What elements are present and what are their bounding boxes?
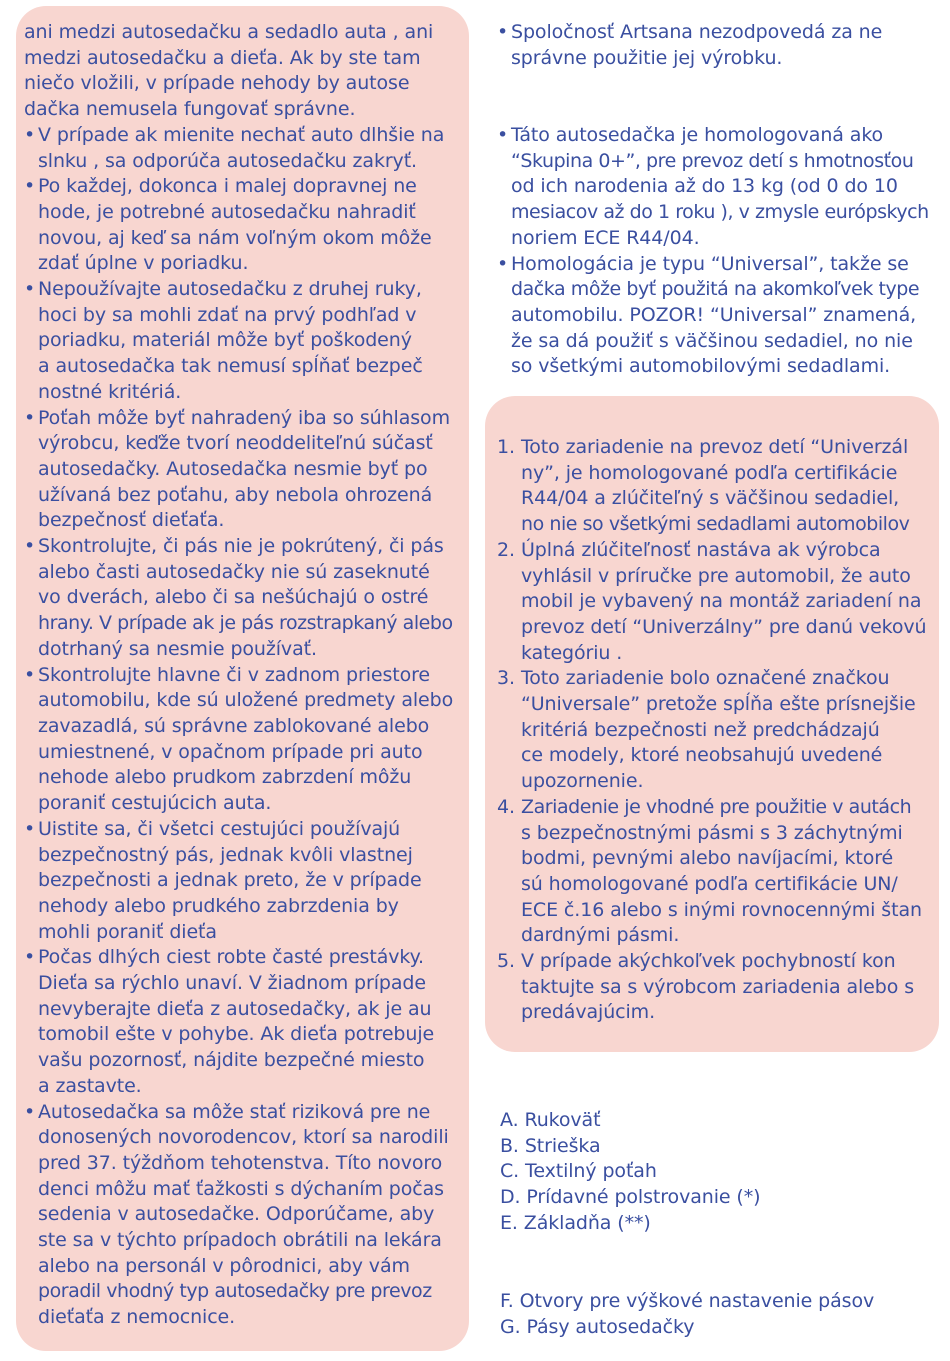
- text-line: sú homologované podľa certifikácie UN/: [521, 872, 898, 895]
- text-line: ani medzi autosedačku a sedadlo auta , ani: [24, 21, 434, 43]
- bullet-item: [24, 663, 454, 817]
- text-line: bodmi, pevnými alebo navíjacími, ktoré: [521, 847, 894, 870]
- text-line: vo dverách, alebo či sa nešúchajú o ostré: [38, 586, 429, 609]
- item-number: 5.: [497, 950, 515, 973]
- numbered-item: [497, 949, 929, 1026]
- text-line: dardnými pásmi.: [521, 924, 680, 947]
- text-line: bezpečnostný pás, jednak kvôli vlastnej: [38, 843, 413, 866]
- text-line: • Nepoužívajte autosedačku z druhej ruky,: [38, 278, 422, 301]
- numbered-item: [497, 435, 929, 538]
- text-line: no nie so všetkými sedadlami automobilov: [521, 513, 910, 536]
- text-line: autosedačky. Autosedačka nesmie byť po: [38, 457, 428, 480]
- bullet-item: [24, 945, 454, 1099]
- text-line: • Poťah môže byť nahradený iba so súhlasom: [38, 406, 450, 429]
- item-number: 3.: [497, 667, 515, 690]
- text-line: Toto zariadenie bolo označené značkou: [521, 667, 890, 690]
- text-line: sedenia v autosedačke. Odporúčame, aby: [38, 1203, 435, 1226]
- part-label: C. Textilný poťah: [500, 1160, 657, 1183]
- text-line: • Uistite sa, či všetci cestujúci používajú: [38, 817, 401, 840]
- text-line: donosených novorodencov, ktorí sa narodili: [38, 1126, 449, 1149]
- text-line: alebo na personál v pôrodnici, aby vám: [38, 1254, 410, 1277]
- text-line: nehody alebo prudkého zabrzdenia by: [38, 894, 399, 917]
- bullet-item: [24, 123, 454, 174]
- text-line: že sa dá použiť s väčšinou sedadiel, no nie: [511, 329, 913, 352]
- text-line: ny”, je homologované podľa certifikácie: [521, 461, 898, 484]
- text-line: • Skontrolujte, či pás nie je pokrútený, či pás: [38, 535, 444, 558]
- text-line: dačka nemusela fungovať správne.: [24, 98, 356, 121]
- text-line: • Skontrolujte hlavne či v zadnom priestore: [38, 663, 431, 686]
- text-line: a zastavte.: [38, 1074, 142, 1097]
- bullet-item: [24, 1100, 454, 1331]
- text-line: vyhlásil v príručke pre automobil, že auto: [521, 564, 911, 587]
- text-line: výrobcu, keďže tvorí neoddeliteľnú súčasť: [38, 432, 433, 455]
- text-line: so všetkými automobilovými sedadlami.: [511, 355, 891, 378]
- text-line: kritériá bezpečnosti než predchádzajú: [521, 718, 880, 741]
- part-label: F. Otvory pre výškové nastavenie pásov: [500, 1290, 875, 1312]
- text-line: denci môžu mať ťažkosti s dýchaním počas: [38, 1177, 444, 1200]
- text-line: kategóriu .: [521, 641, 623, 664]
- text-line: “Skupina 0+”, pre prevoz detí s hmotnosťou: [511, 149, 914, 172]
- text-line: Dieťa sa rýchlo unaví. V žiadnom prípade: [38, 972, 426, 995]
- text-line: slnku , sa odporúča autosedačku zakryť.: [38, 149, 417, 172]
- text-line: prevoz detí “Univerzálny” pre danú vekovú: [521, 615, 927, 638]
- text-line: poriadku, materiál môže byť poškodený: [38, 329, 412, 352]
- text-line: dotrhaný sa nesmie používať.: [38, 637, 317, 660]
- text-line: dieťaťa z nemocnice.: [38, 1306, 236, 1329]
- text-line: medzi autosedačku a dieťa. Ak by ste tam: [24, 46, 421, 69]
- text-line: ste sa v týchto prípadoch obrátili na lekára: [38, 1229, 442, 1252]
- text-line: hode, je potrebné autosedačku nahradiť: [38, 200, 416, 223]
- text-line: taktujte sa s výrobcom zariadenia alebo s: [521, 975, 914, 998]
- text-line: mohli poraniť dieťa: [38, 920, 217, 943]
- part-label: B. Strieška: [500, 1134, 601, 1157]
- text-line: poradil vhodný typ autosedačky pre prevoz: [38, 1280, 432, 1303]
- text-line: hrany. V prípade ak je pás rozstrapkaný alebo: [38, 612, 453, 635]
- text-line: Toto zariadenie na prevoz detí “Univerzál: [521, 436, 909, 458]
- numbered-item: [497, 795, 929, 949]
- text-line: hoci by sa mohli zdať na prvý podhľad v: [38, 303, 417, 326]
- text-line: s bezpečnostnými pásmi s 3 záchytnými: [521, 821, 903, 844]
- text-line: • Počas dlhých ciest robte časté prestávky.: [38, 946, 424, 969]
- text-line: nostné kritériá.: [38, 380, 182, 403]
- text-line: zavazadlá, sú správne zablokované alebo: [38, 714, 430, 737]
- text-line: bezpečnosti a jednak preto, že v prípade: [38, 869, 422, 892]
- text-line: • V prípade ak mienite nechať auto dlhšie na: [38, 123, 445, 146]
- bullet-item: [24, 406, 454, 535]
- numbered-item: [497, 666, 929, 795]
- text-line: “Universale” pretože spĺňa ešte prísnejšie: [521, 693, 916, 716]
- item-number: 2.: [497, 538, 515, 561]
- part-label: D. Prídavné polstrovanie (*): [500, 1186, 761, 1209]
- text-line: dačka môže byť použitá na akomkoľvek type: [511, 278, 920, 301]
- text-line: Úplná zlúčiteľnosť nastáva ak výrobca: [521, 538, 881, 561]
- bullet-item: [24, 174, 454, 277]
- bullet-item: [497, 123, 931, 252]
- text-line: mobil je vybavený na montáž zariadení na: [521, 590, 922, 613]
- text-line: a autosedačka tak nemusí spĺňať bezpeč: [38, 355, 423, 378]
- text-line: • Po každej, dokonca i malej dopravnej ne: [38, 175, 417, 198]
- text-line: novou, aj keď sa nám voľným okom môže: [38, 226, 432, 249]
- part-label: E. Základňa (**): [500, 1211, 651, 1234]
- text-line: • Táto autosedačka je homologovaná ako: [511, 124, 884, 146]
- bullet-item: [497, 20, 931, 71]
- bullet-item: [24, 817, 454, 946]
- text-line: noriem ECE R44/04.: [511, 226, 700, 249]
- text-line: ECE č.16 alebo s inými rovnocennými štan: [521, 898, 922, 921]
- text-line: • Spoločnosť Artsana nezodpovedá za ne: [511, 21, 883, 43]
- parts-list-group-2: [500, 1289, 920, 1340]
- text-line: R44/04 a zlúčiteľný s väčšinou sedadiel,: [521, 487, 900, 510]
- text-line: ce modely, ktoré neobsahujú uvedené: [521, 744, 883, 767]
- item-number: 1.: [497, 436, 515, 458]
- bullet-item: [24, 534, 454, 663]
- text-line: automobilu. POZOR! “Universal” znamená,: [511, 303, 917, 326]
- text-line: predávajúcim.: [521, 1001, 656, 1024]
- text-line: od ich narodenia až do 13 kg (od 0 do 10: [511, 175, 898, 198]
- text-line: užívaná bez poťahu, aby nebola ohrozená: [38, 483, 433, 506]
- text-line: bezpečnosť dieťaťa.: [38, 509, 225, 532]
- safety-warnings-column: [24, 20, 454, 1331]
- homologation-notes: [497, 123, 931, 380]
- bullet-item: [497, 252, 931, 381]
- text-line: zdať úplne v poriadku.: [38, 252, 249, 275]
- text-line: upozornenie.: [521, 770, 644, 793]
- text-line: V prípade akýchkoľvek pochybností kon: [521, 950, 896, 973]
- text-line: poraniť cestujúcich auta.: [38, 792, 272, 815]
- part-label: A. Rukoväť: [500, 1109, 601, 1131]
- text-line: vašu pozornosť, nájdite bezpečné miesto: [38, 1049, 425, 1072]
- item-number: 4.: [497, 795, 515, 818]
- liability-note: [497, 20, 931, 71]
- text-line: alebo časti autosedačky nie sú zaseknuté: [38, 560, 430, 583]
- intro-paragraph: [24, 20, 454, 123]
- text-line: Zariadenie je vhodné pre použitie v autách: [521, 795, 912, 818]
- text-line: umiestnené, v opačnom prípade pri auto: [38, 740, 423, 763]
- parts-list-group-1: [500, 1108, 920, 1237]
- text-line: mesiacov až do 1 roku ), v zmysle európskych: [511, 201, 929, 224]
- text-line: nevyberajte dieťa z autosedačky, ak je au: [38, 997, 432, 1020]
- text-line: • Autosedačka sa môže stať riziková pre ne: [38, 1100, 431, 1123]
- part-label: G. Pásy autosedačky: [500, 1315, 695, 1338]
- text-line: automobilu, kde sú uložené predmety alebo: [38, 689, 454, 712]
- text-line: tomobil ešte v pohybe. Ak dieťa potrebuje: [38, 1023, 435, 1046]
- text-line: niečo vložili, v prípade nehody by autose: [24, 72, 410, 95]
- text-line: správne použitie jej výrobku.: [511, 46, 783, 69]
- text-line: pred 37. týždňom tehotenstva. Títo novoro: [38, 1151, 443, 1174]
- text-line: nehode alebo prudkom zabrzdení môžu: [38, 766, 412, 789]
- universal-conditions-list: [497, 435, 929, 1026]
- bullet-item: [24, 277, 454, 406]
- numbered-item: [497, 538, 929, 667]
- text-line: • Homologácia je typu “Universal”, takže se: [511, 252, 909, 275]
